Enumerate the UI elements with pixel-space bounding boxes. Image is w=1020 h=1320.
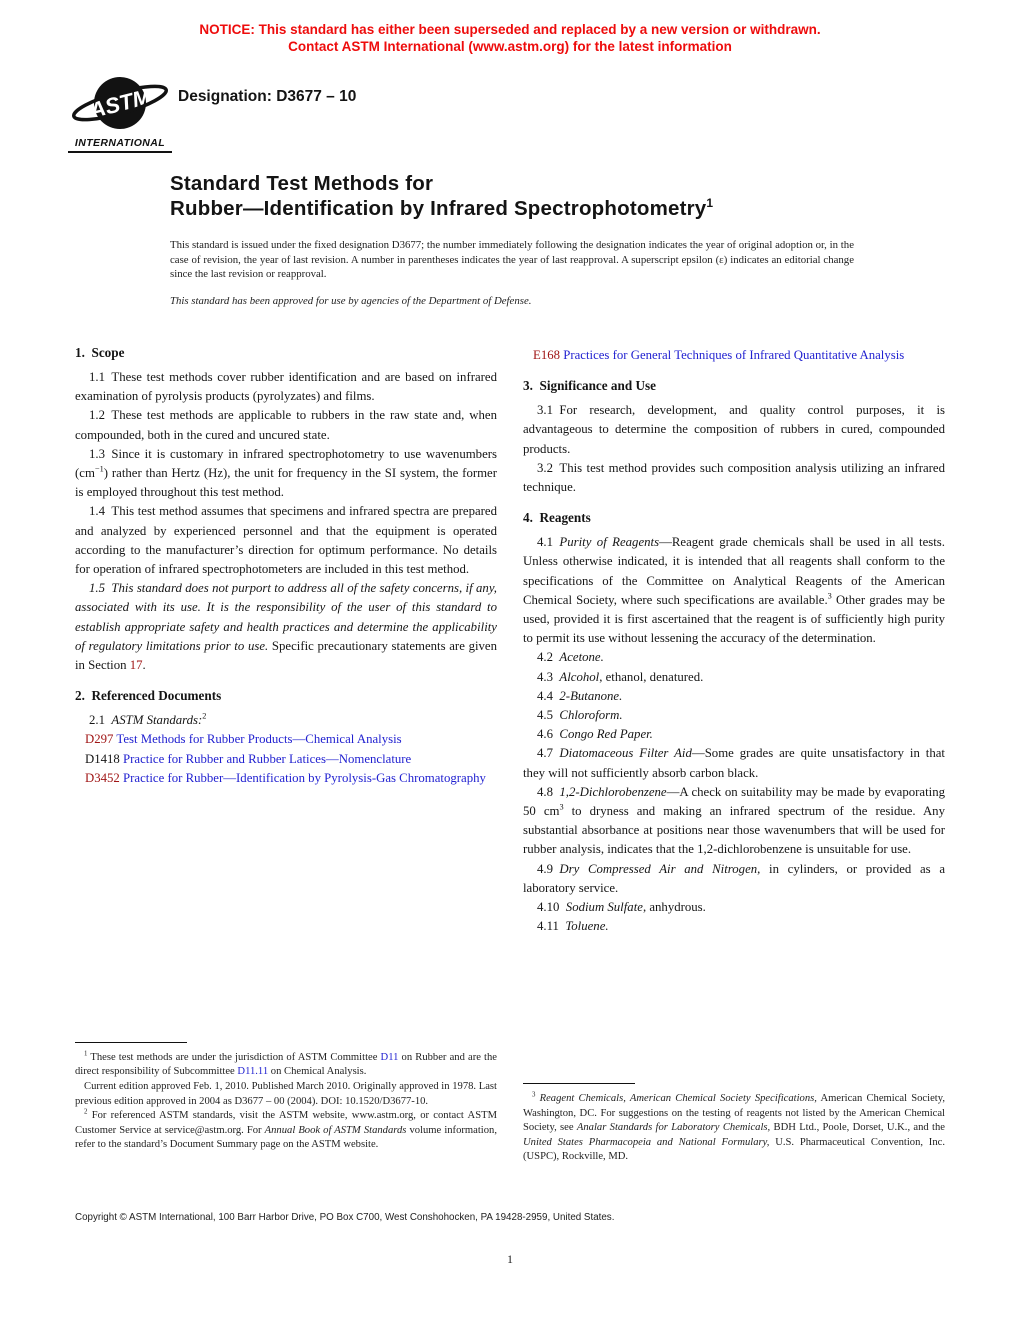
footnotes-left [75, 1042, 497, 1153]
text-run: —A check on suitability may be made by evaporating 50 cm [523, 784, 945, 819]
para-4-2 [523, 648, 945, 667]
copyright-line: Copyright © ASTM International, 100 Barr Harbor Drive, PO Box C700, West Conshohocken, PA 19428-2959, United States. [75, 1212, 615, 1223]
doc-link[interactable]: D11.11 [237, 1066, 269, 1078]
text-run: Specific precautionary statements are given in Section [75, 638, 497, 673]
text-run: 4.9 [537, 861, 560, 876]
text-run: , anhydrous. [642, 900, 706, 915]
doc-link[interactable]: D297 [85, 732, 114, 747]
title-footnote-ref: 1 [706, 196, 714, 211]
text-run: 4.10 [537, 900, 566, 915]
page-title [170, 171, 854, 221]
text-run: —Reagent grade chemicals shall be used in all tests. Unless otherwise indicated, it is intended that all reagents shall conform to the specifications of the Committee on Analytical Reagents of the American Chemical Society, where such specifications are available. [523, 535, 945, 607]
section-3-heading: 3. Significance and Use [523, 378, 656, 394]
text-run: 4.1 [537, 535, 560, 550]
page-title-line-2: Rubber—Identification by Infrared Spectrophotometry [170, 197, 707, 220]
reference-e168 [523, 346, 945, 365]
doc-link[interactable]: Practice for Rubber and Rubber Latices—Nomenclature [119, 751, 412, 766]
section-4-heading: 4. Reagents [523, 510, 591, 526]
text-run: United States Pharmacopeia and National Formulary, [523, 1136, 770, 1148]
text-run: 4.8 [537, 784, 560, 799]
doc-link[interactable]: D3452 [85, 770, 120, 785]
designation-code: D3677 – 10 [276, 88, 357, 105]
para-4-4 [523, 687, 945, 706]
two-column-body [75, 345, 945, 1167]
notice-line-2: Contact ASTM International (www.astm.org) for the latest information [288, 38, 732, 54]
page-number: 1 [507, 1252, 513, 1266]
text-run: 4.6 [537, 727, 560, 742]
para-4-11 [523, 917, 945, 936]
text-run: These test methods are under the jurisdiction of ASTM Committee [87, 1051, 381, 1063]
text-run: 4.5 [537, 708, 560, 723]
text-run: Analar Standards for Laboratory Chemicals, [576, 1122, 771, 1134]
para-3-1: 3.1 For research, development, and quality control purposes, it is advantageous to determine the composition of rubbers in cured, compounded products. [523, 403, 945, 456]
text-run: Sodium Sulfate [565, 900, 643, 915]
dod-approval-note: This standard has been approved for use by agencies of the Department of Defense. [170, 294, 532, 307]
text-run: 1,2-Dichlorobenzene [559, 784, 667, 799]
text-run: , ethanol, denatured. [599, 669, 704, 684]
para-4-6 [523, 725, 945, 744]
text-run: Alcohol [559, 669, 600, 684]
text-run: 1.5 This standard does not purport to address all of the safety concerns, if any, associated with its use. It is the responsibility of the user of this standard to establish appropriate safety and health practices and determine the applicability of regulatory limitations prior to use. [75, 581, 497, 653]
doc-link[interactable]: Practice for Rubber—Identification by Pyrolysis-Gas Chromatography [119, 770, 486, 785]
text-run: ) rather than Hertz (Hz), the unit for frequency in the SI system, the former is employed throughout this test method. [75, 466, 497, 500]
text-run: American Chemical Society, Washington, DC. For suggestions on the testing of reagents not listed by the American Chemical Society, see [523, 1093, 945, 1134]
text-run: 4.2 [537, 650, 560, 665]
text-run: Purity of Reagents [559, 535, 660, 550]
text-run: Annual Book of ASTM Standards [264, 1124, 407, 1136]
text-run: 3 [827, 591, 832, 601]
title-block [170, 171, 854, 308]
doc-link[interactable]: Test Methods for Rubber Products—Chemical Analysis [113, 732, 402, 747]
text-run: U.S. Pharmaceutical Convention, Inc. (USPC), Rockville, MD. [523, 1136, 945, 1163]
para-1-2: 1.2 These test methods are applicable to rubbers in the raw state and, when compounded, both in the cured and uncured state. [75, 408, 497, 442]
text-run: 3 [559, 802, 564, 812]
text-run: volume information, refer to the standard’s Document Summary page on the ASTM website. [75, 1124, 497, 1151]
text-run: 4.11 [537, 919, 566, 934]
text-run: on Chemical Analysis. [268, 1066, 367, 1078]
text-run: Chloroform. [559, 708, 623, 723]
para-4-3 [523, 668, 945, 687]
para-1-4: 1.4 This test method assumes that specimens and infrared spectra are prepared and analyzed by experienced personnel and that the equipment is operated according to the manufacturer’s direction for optimum performance. No details for operation of infrared spectrophotometers are included in this test method. [75, 504, 497, 577]
text-run: Toluene. [565, 919, 609, 934]
section-1-heading: 1. Scope [75, 345, 125, 360]
text-run: 1 [84, 1050, 88, 1058]
para-1-3 [75, 445, 497, 503]
text-run: BDH Ltd., Poole, Dorset, U.K., and the [770, 1122, 945, 1134]
text-run: 4.4 [537, 688, 560, 703]
astm-logo-acronym: ASTM [86, 83, 154, 124]
designation-label: Designation: [178, 88, 272, 105]
text-run: 2-Butanone. [559, 688, 623, 703]
text-run: 1.3 Since it is customary in infrared spectrophotometry to use wavenumbers (cm [75, 446, 497, 481]
text-run: ASTM Standards: [111, 713, 203, 728]
reference-d1418 [75, 750, 497, 769]
right-column [523, 345, 945, 1167]
para-4-1 [523, 533, 945, 648]
para-2-1 [75, 711, 497, 730]
para-1-1: 1.1 These test methods cover rubber identification and are based on infrared examination of pyrolysis products (pyrolyzates) and films. [75, 370, 497, 404]
notice-line-1: NOTICE: This standard has either been superseded and replaced by a new version or withdrawn. [199, 22, 821, 37]
para-4-7 [523, 744, 945, 782]
text-run: Diatomaceous Filter Aid [559, 746, 692, 761]
text-run: 2.1 [89, 713, 112, 728]
text-run: Acetone. [559, 650, 604, 665]
doc-link[interactable]: Practices for General Techniques of Infrared Quantitative Analysis [560, 348, 905, 362]
text-run: D1418 [85, 751, 120, 766]
footnote-divider [75, 1042, 187, 1043]
supersession-notice [0, 22, 1020, 55]
footnote-1-edition: Current edition approved Feb. 1, 2010. Published March 2010. Originally approved in 1978. Last previous edition approved in 2004 as D3677 – 00 (2004). DOI: 10.1520/D3677-10. [75, 1081, 497, 1107]
para-4-8 [523, 783, 945, 860]
astm-globe-icon [68, 74, 172, 136]
text-run: 3 [532, 1091, 536, 1099]
section-2-heading: 2. Referenced Documents [75, 688, 222, 704]
text-run: . [142, 658, 146, 673]
astm-logo [68, 74, 172, 153]
page-title-line-1: Standard Test Methods for [170, 172, 434, 195]
text-run: 4.3 [537, 669, 560, 684]
text-run: For referenced ASTM standards, visit the ASTM website, www.astm.org, or contact ASTM Customer Service at service@astm.org. For [75, 1110, 497, 1136]
reference-d297 [75, 730, 497, 749]
text-run: Congo Red Paper. [559, 727, 653, 742]
text-run: 2 [202, 711, 207, 721]
left-column [75, 345, 497, 1167]
text-run: to dryness and making an infrared spectrum of the residue. Any substantial absorbance at positions near those wavenumbers that will be used for rubber analysis, indicates that the 1,2-dichlorobenzene is unsuitable for use. [523, 804, 945, 857]
para-4-10 [523, 898, 945, 917]
doc-link[interactable]: E168 [533, 348, 561, 362]
issuance-note: This standard is issued under the fixed designation D3677; the number immediately following the designation indicates the year of original adoption or, in the case of revision, the year of last revision. A number in parentheses indicates the year of last reapproval. A superscript epsilon (ε) indicates an editorial change since the last revision or reapproval. [170, 239, 854, 281]
text-run: on Rubber and are the direct responsibility of Subcommittee [75, 1051, 497, 1078]
text-run: −1 [94, 464, 104, 474]
logo-international-label: INTERNATIONAL [68, 137, 172, 153]
para-4-9 [523, 860, 945, 898]
text-run: , in cylinders, or provided as a laboratory service. [523, 861, 945, 895]
doc-link[interactable]: 17 [129, 658, 143, 673]
designation-line [178, 88, 356, 106]
para-4-5 [523, 706, 945, 725]
para-3-2: 3.2 This test method provides such composition analysis utilizing an infrared technique. [523, 460, 945, 495]
text-run: Dry Compressed Air and Nitrogen [559, 861, 758, 876]
footnote-divider [523, 1083, 635, 1084]
para-1-5 [75, 579, 497, 675]
footnotes-right [523, 1083, 945, 1165]
text-run: Other grades may be used, provided it is first ascertained that the reagent is of sufficiently high purity to permit its use without lessening the accuracy of the determination. [523, 592, 945, 646]
text-run: 2 [84, 1108, 88, 1116]
footnote-3 [523, 1092, 945, 1165]
text-run: 4.7 [537, 746, 560, 761]
footnote-2 [75, 1109, 497, 1153]
reference-d3452 [75, 769, 497, 788]
text-run: —Some grades are quite unsatisfactory in that they will not sufficiently absorb carbon black. [523, 746, 945, 780]
footnote-1 [75, 1051, 497, 1080]
doc-link[interactable]: D11 [380, 1051, 399, 1063]
text-run: Reagent Chemicals, American Chemical Society Specifications, [539, 1093, 817, 1105]
